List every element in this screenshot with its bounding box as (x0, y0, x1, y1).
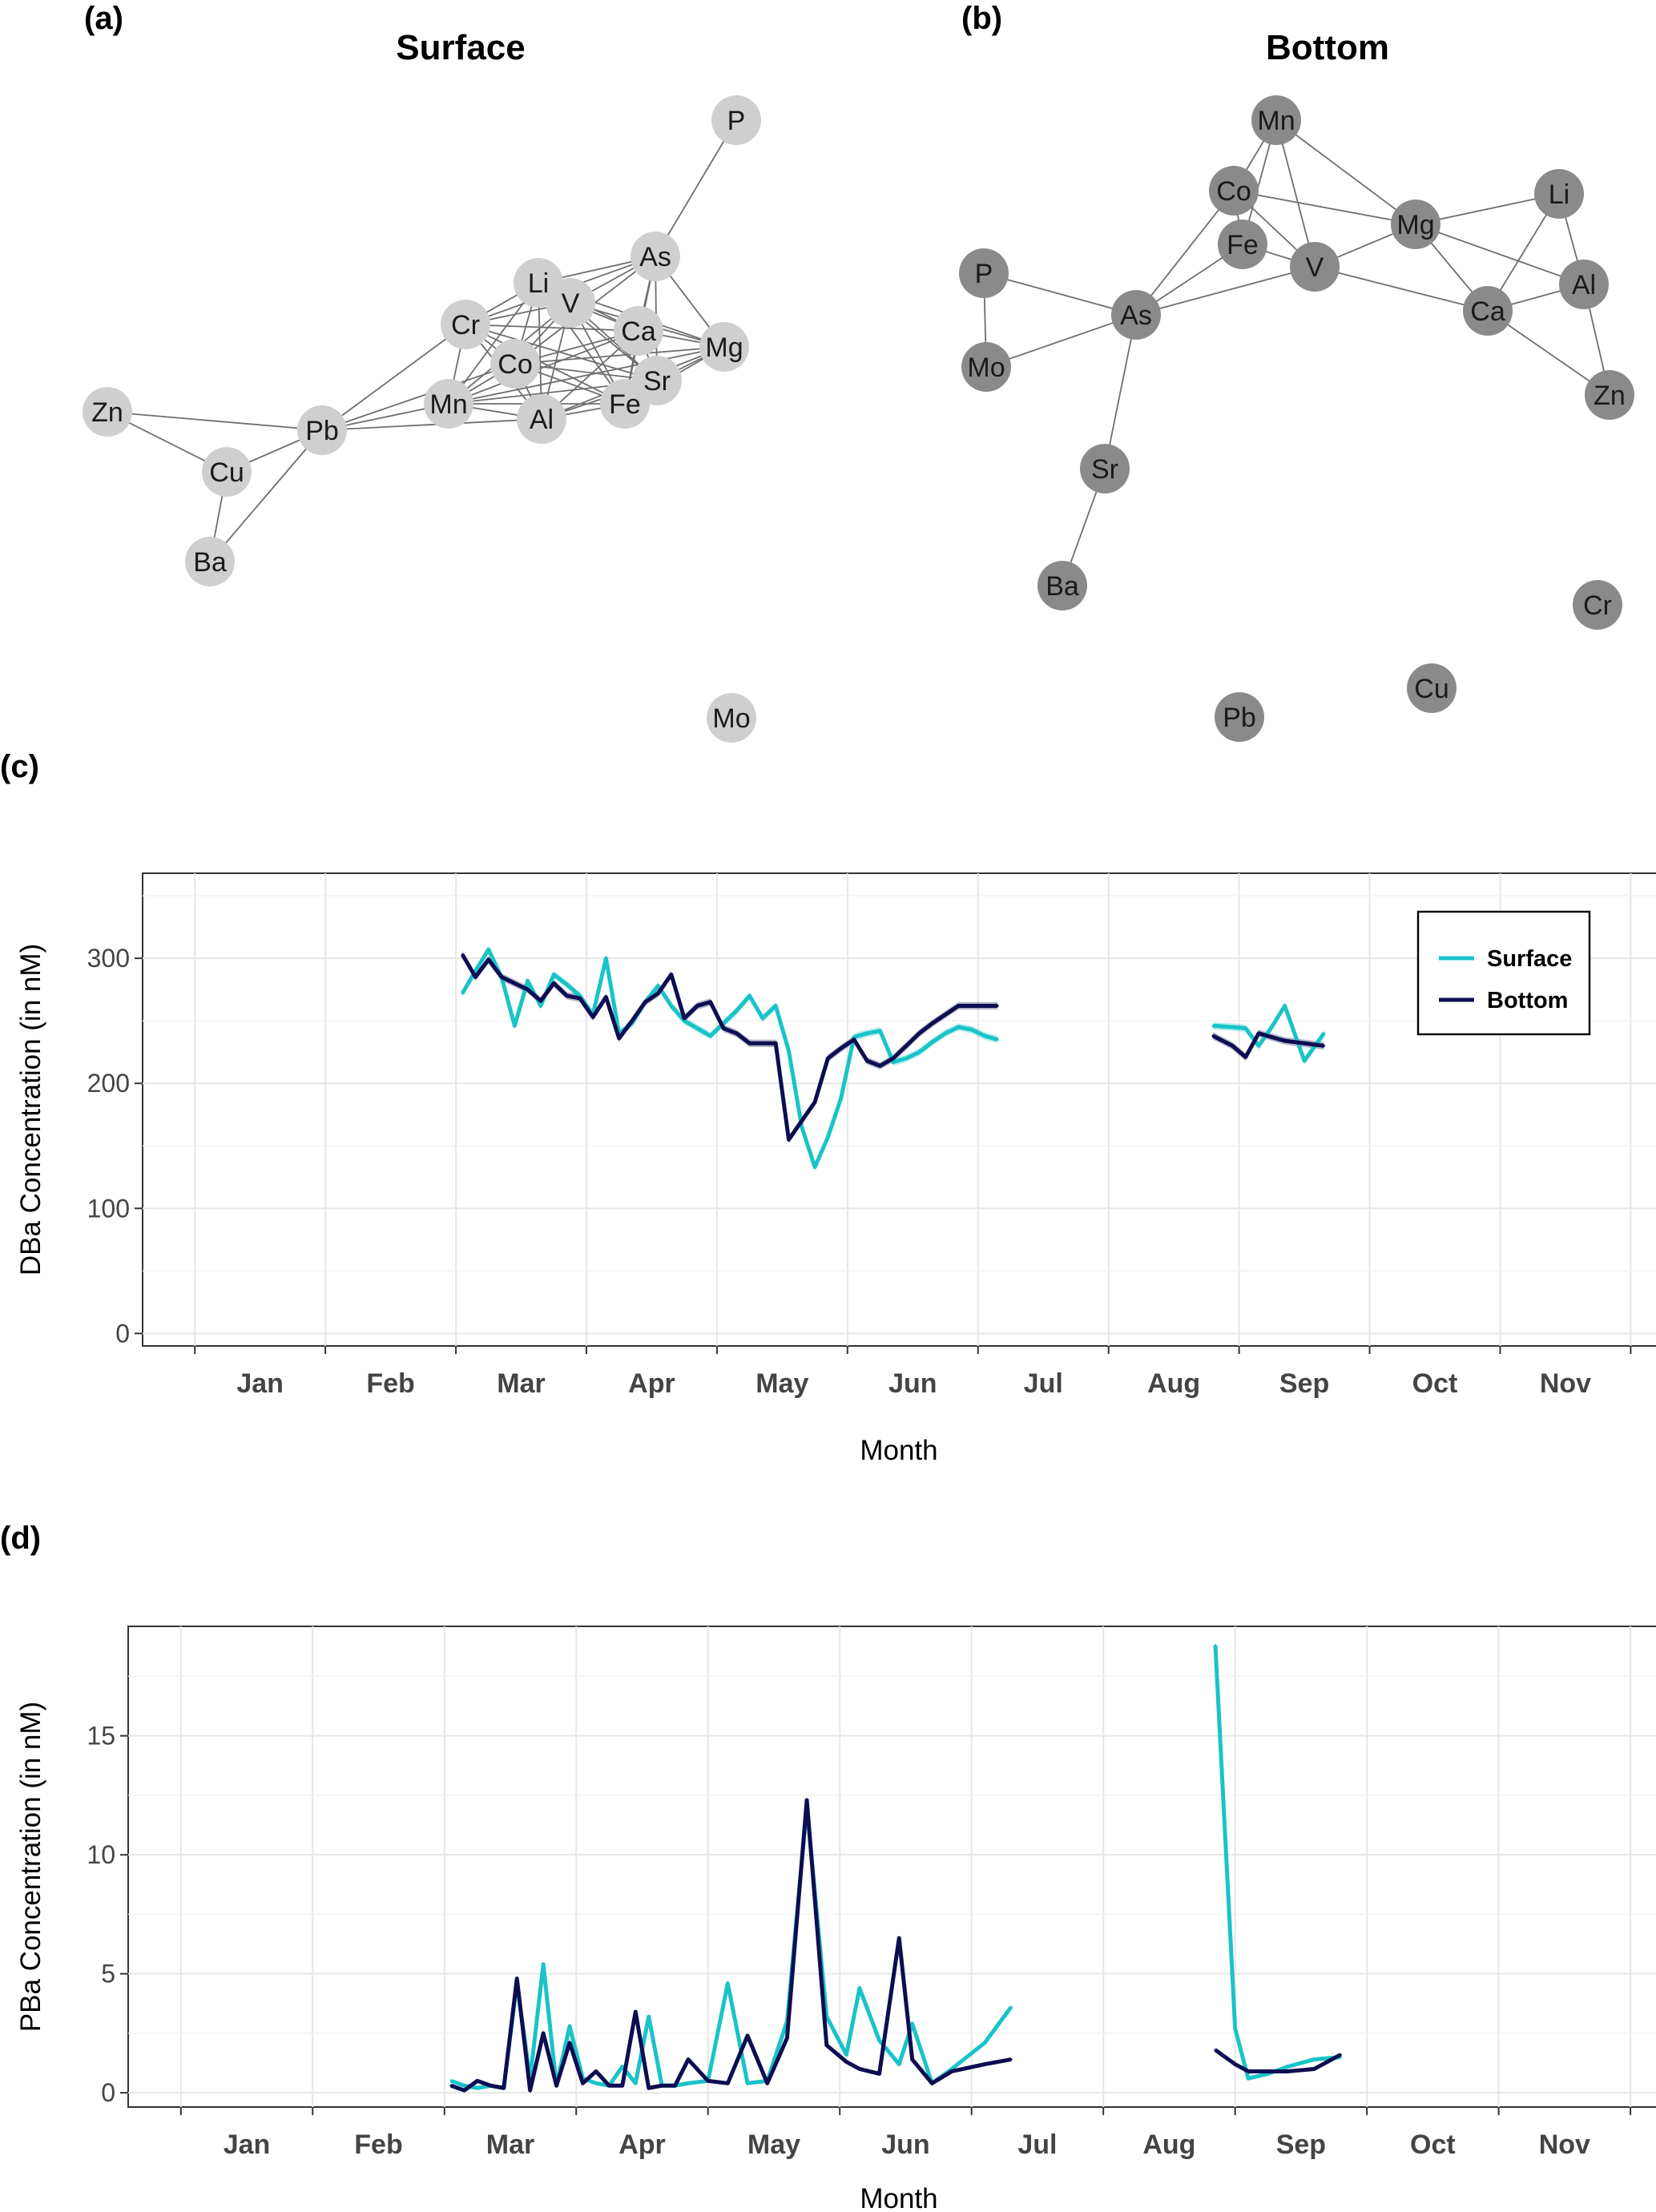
point-surface (1258, 1045, 1260, 1047)
point-surface (635, 2082, 637, 2085)
x-tick-label-jun: Jun (888, 1368, 937, 1399)
panel-label-c: (c) (0, 749, 39, 784)
node-label-sr: Sr (1091, 454, 1118, 485)
point-bottom (825, 2044, 828, 2046)
point-bottom (487, 958, 490, 961)
x-tick-label-mar: Mar (486, 2129, 535, 2160)
point-surface (840, 1097, 842, 1099)
point-bottom (1283, 1040, 1286, 1042)
point-bottom (898, 1937, 901, 1940)
node-label-mg: Mg (705, 332, 743, 363)
edge-v-ca (1315, 267, 1488, 311)
point-bottom (647, 2087, 650, 2089)
point-surface (542, 1963, 545, 1965)
point-bottom (814, 1101, 816, 1103)
point-bottom (490, 2085, 492, 2087)
point-surface (621, 2065, 623, 2068)
point-bottom (553, 982, 555, 985)
point-bottom (474, 976, 477, 978)
point-surface (775, 1005, 777, 1007)
point-surface (1313, 2058, 1316, 2061)
x-tick-label-nov: Nov (1539, 1368, 1592, 1399)
point-bottom (526, 989, 529, 991)
x-axis-title-c: Month (860, 1435, 938, 1466)
x-tick-label-aug: Aug (1147, 1368, 1201, 1399)
legend (1418, 912, 1590, 1034)
y-axis-title-d: PBa Concentration (in nM) (15, 1701, 46, 2033)
point-surface (800, 1126, 803, 1128)
y-ticks-d (87, 1722, 128, 2108)
point-bottom (945, 1013, 947, 1016)
node-label-mo: Mo (712, 703, 751, 734)
point-bottom (892, 1058, 894, 1060)
point-surface (747, 2082, 749, 2085)
point-bottom (761, 1042, 764, 1045)
x-ticks-d (181, 2107, 1630, 2160)
point-bottom (683, 1017, 686, 1020)
point-surface (526, 980, 529, 982)
point-bottom (766, 2082, 768, 2085)
y-tick-label: 0 (115, 1319, 130, 1348)
point-bottom (1244, 1056, 1247, 1058)
point-surface (970, 1029, 973, 1031)
node-label-cu: Cu (1414, 674, 1449, 704)
edge-mn-mg (1276, 120, 1416, 224)
x-tick-label-mar: Mar (497, 1368, 546, 1399)
point-bottom (951, 2070, 953, 2073)
point-surface (918, 1051, 921, 1054)
point-bottom (723, 1027, 725, 1029)
node-label-cr: Cr (451, 310, 480, 340)
point-bottom (463, 2089, 465, 2092)
node-label-sr: Sr (643, 366, 671, 397)
point-surface (866, 1032, 868, 1034)
point-surface (553, 973, 555, 976)
node-label-p: P (727, 106, 746, 136)
y-tick-label: 5 (101, 1959, 115, 1988)
node-label-pb: Pb (1223, 703, 1256, 733)
point-surface (594, 2082, 597, 2085)
node-label-ca: Ca (621, 316, 656, 347)
point-bottom (911, 2058, 913, 2061)
x-tick-label-feb: Feb (354, 2129, 403, 2160)
edge-cr-ca (465, 324, 639, 331)
point-surface (657, 985, 659, 987)
point-bottom (569, 2041, 571, 2044)
point-bottom (775, 1042, 777, 1045)
y-tick-label: 10 (87, 1840, 115, 1870)
x-tick-label-sep: Sep (1279, 1368, 1330, 1399)
edge-v-as (1136, 267, 1315, 315)
x-tick-label-jul: Jul (1023, 1368, 1063, 1399)
point-bottom (605, 996, 607, 998)
point-bottom (449, 2085, 452, 2087)
point-bottom (858, 2068, 860, 2070)
point-surface (748, 994, 751, 997)
point-surface (983, 1034, 985, 1037)
point-bottom (608, 2085, 610, 2087)
point-surface (1234, 2027, 1236, 2029)
point-bottom (747, 2034, 749, 2037)
point-bottom (670, 973, 672, 976)
node-label-as: As (1120, 300, 1152, 331)
node-label-co: Co (1216, 176, 1251, 207)
point-bottom (555, 2085, 558, 2087)
point-bottom (542, 2032, 545, 2034)
x-tick-label-apr: Apr (618, 2129, 666, 2160)
point-surface (879, 1029, 881, 1032)
point-surface (945, 1032, 947, 1034)
x-tick-label-apr: Apr (628, 1368, 675, 1399)
point-surface (878, 2039, 880, 2041)
point-bottom (1340, 2053, 1342, 2056)
point-bottom (866, 1060, 868, 1062)
node-label-co: Co (498, 349, 533, 380)
point-surface (670, 1005, 672, 1007)
network-bottom (959, 95, 1634, 742)
point-surface (476, 2087, 478, 2089)
point-surface (1010, 2006, 1013, 2009)
node-label-cr: Cr (1583, 590, 1612, 621)
point-bottom (461, 953, 464, 956)
x-tick-label-may: May (747, 2129, 801, 2160)
point-surface (647, 2016, 650, 2018)
point-bottom (918, 1032, 921, 1034)
point-surface (788, 1050, 790, 1052)
point-surface (696, 1027, 699, 1029)
point-bottom (501, 976, 503, 978)
point-surface (761, 1017, 764, 1020)
point-surface (569, 2025, 571, 2028)
legend-label-bottom: Bottom (1487, 988, 1569, 1013)
point-bottom (1287, 2070, 1289, 2073)
y-tick-label: 200 (87, 1069, 130, 1098)
point-bottom (1010, 2058, 1013, 2061)
point-surface (957, 1025, 960, 1028)
y-tick-label: 100 (87, 1194, 130, 1223)
point-surface (1271, 1025, 1273, 1028)
panel-label-d: (d) (0, 1521, 42, 1556)
x-tick-label-jul: Jul (1017, 2129, 1058, 2160)
network-title-bottom: Bottom (1266, 28, 1389, 67)
point-bottom (657, 992, 659, 994)
point-bottom (957, 1005, 960, 1007)
point-surface (1214, 1644, 1216, 1646)
point-surface (461, 992, 464, 994)
point-surface (858, 1987, 860, 1989)
point-bottom (1258, 1032, 1260, 1034)
node-label-fe: Fe (1227, 230, 1259, 260)
point-bottom (707, 2080, 709, 2082)
point-bottom (644, 1001, 647, 1003)
x-tick-label-feb: Feb (366, 1368, 415, 1399)
point-surface (931, 1041, 933, 1043)
point-bottom (582, 2082, 584, 2085)
node-label-mn: Mn (1257, 106, 1295, 136)
node-label-li: Li (527, 268, 550, 299)
node-label-mo: Mo (967, 353, 1005, 383)
point-bottom (618, 1038, 620, 1040)
point-surface (1247, 2077, 1250, 2080)
x-tick-label-sep: Sep (1275, 2129, 1327, 2160)
node-label-p: P (974, 259, 993, 289)
point-surface (892, 1061, 894, 1063)
point-bottom (827, 1058, 829, 1060)
x-tick-label-aug: Aug (1142, 2129, 1196, 2160)
point-bottom (516, 1977, 518, 1980)
node-label-cu: Cu (209, 457, 244, 488)
point-surface (1283, 1005, 1286, 1007)
point-bottom (1247, 2070, 1250, 2073)
point-bottom (845, 2061, 848, 2063)
point-bottom (674, 2085, 676, 2087)
network-surface (83, 95, 761, 743)
point-surface (709, 1034, 711, 1037)
node-label-al: Al (529, 405, 554, 435)
point-bottom (578, 997, 581, 1000)
x-tick-label-oct: Oct (1412, 1368, 1458, 1399)
point-bottom (984, 2063, 986, 2065)
point-surface (911, 2023, 913, 2025)
point-surface (845, 2053, 848, 2056)
point-surface (1212, 1025, 1215, 1027)
x-tick-label-may: May (755, 1368, 809, 1399)
x-tick-label-nov: Nov (1538, 2129, 1590, 2160)
point-bottom (621, 2085, 623, 2087)
point-surface (1287, 2065, 1289, 2068)
point-surface (687, 2082, 690, 2085)
point-bottom (1313, 2068, 1316, 2070)
edge-co-pb (322, 364, 515, 430)
y-tick-label: 0 (101, 2078, 115, 2108)
point-surface (463, 2085, 465, 2087)
point-bottom (696, 1005, 699, 1007)
point-bottom (1212, 1034, 1215, 1037)
point-bottom (786, 2037, 788, 2039)
point-surface (487, 949, 490, 951)
point-surface (449, 2080, 452, 2082)
y-axis-title-c: DBa Concentration (in nM) (15, 943, 46, 1276)
node-label-v: V (1305, 252, 1324, 283)
point-bottom (931, 1022, 933, 1025)
point-bottom (1271, 1036, 1273, 1038)
y-tick-label: 15 (87, 1721, 115, 1751)
point-bottom (566, 994, 568, 997)
point-surface (727, 1982, 729, 1984)
point-bottom (800, 1120, 803, 1122)
point-bottom (788, 1138, 790, 1141)
point-bottom (852, 1038, 855, 1041)
node-label-pb: Pb (305, 416, 339, 446)
point-surface (514, 1025, 516, 1027)
point-bottom (635, 2011, 637, 2013)
node-label-zn: Zn (91, 397, 123, 428)
point-bottom (1231, 1045, 1234, 1047)
node-label-mg: Mg (1396, 210, 1435, 240)
point-surface (905, 1058, 908, 1060)
point-bottom (983, 1005, 985, 1007)
point-surface (735, 1009, 738, 1012)
panel-label-b: (b) (961, 1, 1003, 36)
x-tick-label-jan: Jan (223, 2129, 271, 2160)
node-label-zn: Zn (1594, 381, 1626, 411)
point-bottom (687, 2058, 690, 2061)
point-bottom (476, 2080, 478, 2082)
point-bottom (1323, 1045, 1325, 1047)
node-label-fe: Fe (609, 389, 641, 420)
node-label-ca: Ca (1470, 296, 1505, 327)
point-bottom (997, 1005, 999, 1007)
y-ticks-c (87, 944, 143, 1348)
point-bottom (878, 2073, 880, 2075)
point-bottom (840, 1047, 842, 1050)
x-tick-label-jan: Jan (236, 1368, 284, 1399)
point-bottom (709, 1001, 711, 1003)
point-bottom (1214, 2049, 1216, 2051)
point-bottom (905, 1045, 908, 1047)
chart-dba (15, 873, 1656, 1466)
point-bottom (594, 2070, 597, 2073)
node-label-al: Al (1571, 270, 1597, 300)
point-surface (997, 1038, 999, 1041)
point-bottom (970, 1005, 973, 1007)
node-label-mn: Mn (429, 389, 468, 420)
point-surface (814, 1166, 816, 1168)
node-label-as: As (639, 242, 671, 272)
x-ticks-c (195, 1346, 1630, 1399)
point-surface (566, 983, 568, 985)
point-surface (605, 957, 607, 960)
point-bottom (879, 1065, 881, 1067)
point-surface (1303, 1060, 1306, 1062)
x-tick-label-jun: Jun (881, 2129, 930, 2160)
point-bottom (529, 2089, 531, 2092)
x-tick-label-oct: Oct (1410, 2129, 1456, 2160)
point-bottom (514, 982, 516, 985)
point-bottom (502, 2087, 505, 2089)
point-bottom (1303, 1042, 1306, 1045)
point-bottom (735, 1032, 738, 1034)
panel-label-a: (a) (84, 1, 123, 36)
point-bottom (931, 2082, 933, 2085)
point-surface (1323, 1032, 1325, 1034)
chart-pba (15, 1626, 1656, 2212)
plot-panel-d (128, 1626, 1656, 2107)
point-bottom (539, 1000, 542, 1002)
node-label-ba: Ba (1046, 571, 1079, 602)
node-label-li: Li (1548, 179, 1570, 210)
point-surface (1244, 1027, 1247, 1029)
node-label-v: V (561, 288, 580, 319)
legend-label-surface: Surface (1487, 946, 1573, 972)
point-surface (1231, 1025, 1234, 1028)
point-surface (827, 1136, 829, 1138)
point-bottom (661, 2085, 663, 2087)
point-bottom (806, 1799, 808, 1801)
x-axis-title-d: Month (860, 2183, 938, 2212)
node-label-ba: Ba (193, 547, 227, 578)
point-bottom (1267, 2070, 1269, 2073)
point-surface (539, 1005, 542, 1007)
network-title-surface: Surface (396, 28, 526, 67)
point-surface (898, 2063, 901, 2065)
point-bottom (748, 1042, 751, 1045)
point-bottom (1234, 2063, 1236, 2065)
y-tick-label: 300 (87, 944, 130, 973)
point-surface (984, 2041, 986, 2044)
point-bottom (727, 2082, 729, 2085)
legend-box (1418, 912, 1590, 1034)
edge-co-mg (1234, 191, 1416, 224)
point-bottom (592, 1016, 594, 1018)
point-bottom (631, 1020, 633, 1022)
